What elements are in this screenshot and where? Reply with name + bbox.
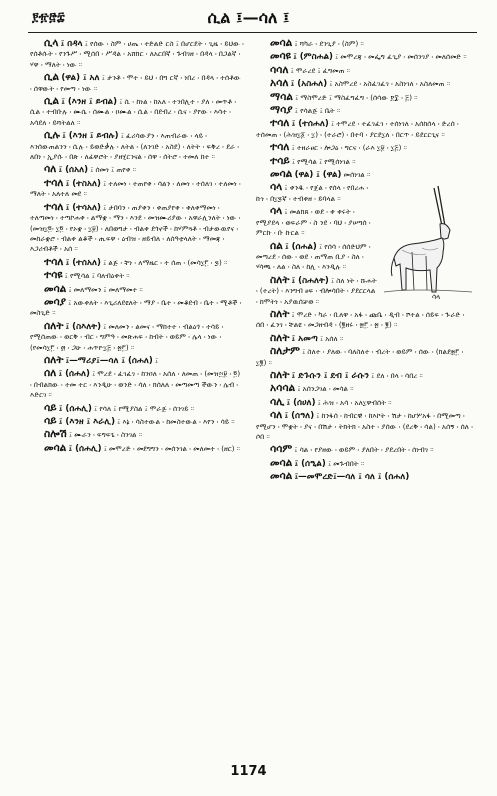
entry-definition: ፤ ልጅ ፡ ቸነ ፡ ለማዜር ፡ ተ ሰጠ ፡ (መሳ፲፫ ፡ ፯) ። <box>103 257 228 267</box>
entry-root: ፤ ድጉሱን ፤ ደብ ፤ ራሱን <box>291 370 370 381</box>
dictionary-entry <box>256 397 474 408</box>
entry-definition: ፤ ፈሪሳውያን ፡ እጠብራው ፡ ላይ ፡ እንሰውጠልንን ፡ ሲሉ ፡ ይወድቃሉ ፡ ለትል ፡ (ለንገድ ፡ አስደ) ፡ ለትት ፡ ፍቅረ ፡ ደራ ፡ ለበነ ፡ ኢያሱ ፡ በጽ ፡ ለፊዋሮት ፡ ያዘሂርንናል ፡ ሰዋ ፡ ሰትሮ ፡ ተመለ ከተ ። <box>30 131 240 162</box>
entry-headword: አሳሳል <box>270 382 296 395</box>
entry-definition: ፤ ሰመነ ፤ ጠየቀ ። <box>90 165 137 175</box>
dictionary-entry <box>30 164 244 175</box>
entry-definition: ፤ ደለ ፡ በላ ፡ ሳበረ ። <box>371 370 423 380</box>
dictionary-entry <box>256 118 474 140</box>
entry-root: ፤ (ተሳአለ) <box>65 202 101 213</box>
dictionary-entry <box>256 333 474 344</box>
entry-definition: ፤ መሞረድ ፡ መደግግን ፡ መሰንገል ፡ መለመተ ፡ (ዘር) ። <box>103 443 241 453</box>
entry-definition: ፤ አስሞረደ ፡ አስፈገፈገ ፡ አስነገለ ፡ አስለመጠ ። <box>329 79 451 89</box>
dictionary-entry <box>30 443 244 454</box>
dictionary-entry <box>256 370 474 381</box>
entry-headword: ተሳለ <box>270 117 290 130</box>
entry-headword: ሰለት <box>44 319 64 332</box>
entry-headword: ስለታም <box>270 345 300 358</box>
entry-headword: መሳል <box>270 38 293 49</box>
entry-root: ፤ (ስእለት) <box>65 321 102 332</box>
dictionary-entry <box>30 297 244 319</box>
entry-headword: ሳለ <box>270 409 283 422</box>
entry-root: ፤ (እንዘ ፤ እራሊ) <box>58 417 116 427</box>
dictionary-entry <box>30 202 244 255</box>
entry-root: ፤ (ሰሐል) <box>285 241 317 252</box>
entry-root: ፤ (አስሐለ) <box>290 79 328 90</box>
illustration-caption: ሳላ <box>432 292 441 302</box>
entry-definition: ፤ ሞረደ ፡ ፈገፈገ ፡ ከንዐለ ፡ አሰለ ፡ ለመጠ ፡ (መዝ፵፱ ፡ ፬) ፡ በብልክው ፡ ተመ ተር ፡ እንዲሁ ፡ ወንድ ፡ ሳለ ፡ ክሰለለ ፡ መጣመጣ ችውን ፡ ሌብ ፡ እድርገ ። <box>30 369 241 400</box>
entry-definition: ፤ ቀንዱ ፡ የጀል ፡ የሰላ ፡ የበረሐ ፡ ኩነ ፡ በ፲፯ኛ ፡ ተብቀዘ ፡ ይባላል ። <box>256 183 369 203</box>
entry-definition: ፤ አውቀለት ፡ እጊሪለደዩለት ፡ ማያ ፡ ቤተ ፡ መቆደብ ፡ ቤተ ፡ ሚቶች ፡ መስጊድ ። <box>30 297 242 318</box>
entry-headword: ተሳዩ <box>44 269 63 282</box>
entry-definition: ፤ ታንቶ ፡ ሞተ ፡ ይህ ፡ በግ ርኛ ፡ ነበረ ፡ በዳላ ፡ ተሰቶው ፡ ሰዋውት ፡ የመጣ ፡ ነው ። <box>30 73 241 93</box>
right-column <box>256 38 474 748</box>
entry-headword: ስለት <box>270 331 290 344</box>
dictionary-entry <box>30 416 244 427</box>
dictionary-entry <box>30 284 244 295</box>
entry-headword: ስሎሽ <box>44 428 67 441</box>
left-column <box>30 38 244 748</box>
entry-root: (ዋል) ፤ አለ <box>61 73 100 84</box>
dictionary-entry <box>30 72 244 94</box>
entry-root: ፤ (ሰአለ) <box>58 165 89 176</box>
entry-root: ፤ (ሰሐሊ) <box>68 443 102 454</box>
entry-definition: ፤ ሻካራ ፡ ደንጊያ ፡ (ስም) ። <box>294 39 364 48</box>
entry-definition: ፤ አሰለ ። <box>320 333 344 343</box>
entry-headword: ስለት <box>270 273 290 286</box>
dictionary-entry <box>30 355 244 366</box>
entry-definition: ፤ መልክጸ ፡ ወደ ፡ ቀ ቀሩት ፡ የሚያደላ ፡ ወፍራም ፡ ስ ንደ ፡ ባህ ፡ ያሠግሰ ፡ ምርኩ ፡ ቡ ኩርል ። <box>256 207 371 238</box>
page-header <box>0 6 497 32</box>
entry-definition: ፤ የሳለ ፤ የሚያስል ፤ ሞራጅ ፡ ሰንገይ ። <box>94 403 195 413</box>
entry-root: ፤ (ተሰሐለ) <box>291 119 329 130</box>
header-running-title: ሲል ፤—ሳለ ፤ <box>207 8 290 27</box>
dictionary-entry <box>256 92 474 103</box>
entry-headword: ሲል <box>44 71 60 84</box>
dictionary-entry <box>256 169 474 180</box>
entry-root: ፤ (ሰሀለ) <box>286 397 316 408</box>
entry-definition: ፤ ከንፋሰ ፡ ከብርዊ ፡ ከእኮት ፡ ሽታ ፡ ከሆሦአፋ ፡ በሚመጣ ፡ የሚሆን ፡ ሞቋት ፡ ያና ፡ በሽታ ፡ ትክትክ ፡ አስተ ፡ ያሰው ፡ (ደረቅ ፡ ሳል) ፡ አሰኝ ፡ ሰለ ፡ ሶበ ። <box>256 411 473 441</box>
dictionary-entry <box>256 309 474 331</box>
dictionary-entry <box>30 403 244 414</box>
entry-definition: ፤ መሞረጃ ፡ መፌግ ፈጊያ ፡ መሰንገያ ፡ መለሰመድ ። <box>335 52 467 62</box>
dictionary-entry <box>256 65 474 76</box>
entry-root: ፤ (ምስሐል) <box>293 52 333 63</box>
entry-headword: ተሳይ <box>270 154 290 167</box>
entry-definition: ፤ እኔ ፡ ሳስተውል ፡ ከመስተውል ፡ እየን ፡ ሳይ ። <box>117 417 235 426</box>
entry-root: ፤ አመጣ <box>291 333 318 344</box>
entry-definition: ፤ ሲ ፡ ከነል ፡ ከአለ ፡ ተንበሊተ ፡ ያለ ፡ መጥቶ ፡ ሲል ፡ ተብቡሉ ፡ ሙሴ ፡ ሰሙል ፡ ዐሙል ፡ ሲል ፡ በደብረ ፡ ሲና ፡ ያየው ፡ እሳተ ፡ አሳደለ ፡ ይሻትልለ ። <box>30 97 237 127</box>
entry-root: ፤—መሞረድ፤—ሳለ ፤ ሳለ ፤ (ሰሐለ) <box>294 472 410 483</box>
oryx-drawing-icon <box>382 182 474 294</box>
entry-root: ፤ (እንዘ ፤ ይብል) <box>61 97 118 108</box>
dictionary-entry <box>256 156 474 167</box>
entry-definition: ፤ ስለተ ፡ ያለው ፡ ባለስለተ ፡ ብረት ፡ ወይም ፡ ሰው ፡ (ክልደ፳፫ ፡ ፲፪) ። <box>256 347 464 367</box>
entry-root: (ዋል) ፤ (ዋል) <box>294 170 342 181</box>
entry-headword: ተሳለ <box>270 141 290 154</box>
entry-headword: ሳላ <box>270 181 283 194</box>
entry-root: ፤ (ተሰአለ) <box>65 257 101 268</box>
oryx-illustration <box>382 182 474 302</box>
entry-definition: ፤ ሙራን ፡ ፍግፍጌ ፡ ስንገል ። <box>69 430 143 440</box>
entry-headword: መሳያ <box>44 295 67 308</box>
entry-headword: ሳሳለ <box>270 63 289 76</box>
dictionary-entry <box>256 444 474 455</box>
dictionary-entry <box>30 96 244 128</box>
entry-headword: ማሳል <box>270 90 293 103</box>
entry-headword: ሳላ <box>270 205 283 218</box>
entry-definition: ፤ ማስሞረድ ፤ ማስፈግፈግ ፡ (ሰሳው ፻፰ ፡ ፭) ። <box>295 92 418 102</box>
entry-definition: ፤ ተለመነ ፡ ተጠየቀ ፡ ሳልን ፡ ለመነ ፡ ተሰለገ ፡ ተለመነ ፡ ማለት ፡ አለተለ መደ ። <box>30 178 241 199</box>
entry-definition: ፤ አሰንጋገል ፡ መሳል ። <box>297 384 354 394</box>
entry-definition: ፤ ተሞረደ ፡ ተፈገፈገ ፡ ተሰነገለ ፡ አሰከሰላ ፡ ድረሰ ፡ ተሰመጠ ፡ (ሕዝ፲፩ ፡ ፲) ፡ (ተራሮ) ፡ በተባ ፡ ያርደ፲ለ ፡ በርጥ ፡ ይደርርጊና ። <box>256 119 459 139</box>
entry-definition: ፤ ታበባን ፡ ጠያቀን ፡ ቀጠያየቀ ፡ ቀለቀማመነ ፡ ተለጣመነ ፡ ተጣኮሐቀ ፡ ልማቋ ፡ ማን ፡ እንደ ፡ መዝሙሪያው ፡ አዋራሊንለት ፡ ነው ፡ (መዝ፲፬፡ ፲፬ ፡ የኦቋ ፡ ፲፱) ፡ ለበወግታ ፡ ብልቀ ደጎኖች ፡ ከሃምጓቶ ፡ ብታውዉየና ፡ መከራቋሮ ፡ ብልቀ ልቆች ፡ ጢፍዋ ፡ ዕብዝ ፡ ዘይብለ ፡ ለሰዓቲላለት ፡ ማመጃ ፡ እጋሪብቶች ፡ አሰ ። <box>30 202 241 254</box>
dictionary-entry <box>256 105 474 116</box>
entry-root: ፤ (ሰሐሊ) <box>58 403 92 414</box>
dictionary-entry <box>256 410 474 442</box>
dictionary-entry <box>30 38 244 70</box>
entry-definition: ፤ ሳል ፡ የያዘው ፡ ወይም ፡ ያለበት ፡ ያደረበት ፡ ሰነብገ ። <box>294 445 434 455</box>
dictionary-entry <box>256 38 474 49</box>
entry-root: ፤ በዳላ <box>60 39 83 49</box>
dictionary-entry <box>30 321 244 353</box>
dictionary-entry <box>256 471 474 482</box>
entry-headword: ተሳለ <box>44 255 64 268</box>
entry-root: ፤ (ተስአለ) <box>65 178 101 189</box>
dictionary-entry <box>30 270 244 281</box>
entry-root: ፤ (ስሐለት) <box>291 275 329 286</box>
entry-headword: ማሳያ <box>270 104 293 117</box>
entry-headword: ሲሉ <box>44 129 60 142</box>
dictionary-entry <box>256 346 474 368</box>
entry-definition: ፤ የሚሳል ፤ የሚሰነገል ። <box>292 156 356 166</box>
entry-root: ፤ (ሰዒል) <box>294 458 326 469</box>
entry-headword: ሳይ <box>44 415 57 427</box>
entry-headword: ሳሳም <box>270 443 293 456</box>
entry-definition: ፤ የሳልጅ ፤ ቤት ። <box>294 106 341 116</box>
header-rule <box>28 32 477 33</box>
entry-definition: ፤ ስለ ነት ፡ ሹሐት ፡ (ተረት) ፡ እንግብ ፀፍ ፡ ብሎሳበት ፡ ያደርርላል ፡ ከሞትነ ፡ አያዉሰቻወ ። <box>256 275 377 306</box>
entry-headword: ሰል <box>270 239 283 252</box>
dictionary-entry <box>256 458 474 469</box>
entry-definition: ፤ መጉብበት ። <box>328 458 365 468</box>
entry-headword: ሰለት <box>44 353 64 366</box>
entry-headword: ሲላ <box>44 38 59 49</box>
entry-headword: መሳል <box>270 168 293 181</box>
dictionary-entry <box>256 383 474 394</box>
dictionary-entry <box>256 51 474 62</box>
entry-headword: ሳይ <box>44 401 57 414</box>
entry-headword: መሳዩ <box>270 50 291 63</box>
entry-headword: ሳሊ <box>270 395 285 408</box>
entry-root: ፤ (ሰሐለ) <box>58 369 90 380</box>
entry-definition: ፤ መለመን ፡ ልመና ፡ ማከተተ ፡ ብልዕጎ ፡ ተሳይ ፡ የሚሰጠው ፡ ወርቅ ፡ ብር ፡ ግምዓ ፡ መጽሐፍ ፡ ከብት ፡ ወይም ፡ ሌላ ፡ ነው ፡ (የመሳ፲፫ ፡ ፴ ፡ ጋሁ ፡ ሐጥዮ፲፭ ፡ ፳፫) ። <box>30 321 224 352</box>
entry-headword: ሲል <box>44 95 60 108</box>
entry-headword: ሰለ <box>44 367 57 380</box>
entry-definition: ፤ ሞረድ ፡ ካራ ፡ ቢለዋ ፡ አፋ ፡ ጩቤ ፡ ዲብ ፡ ሾተል ፡ ሰይፍ ፡ ጕራድ ፡ ሰበ ፡ ፈንገ ፡ ቸልዩ ፡ መጋዘብዳ ፡ (፪ዘሩ ፡ ፳፫ ፡ ፳ ፡ ፪) ። <box>256 309 465 330</box>
entry-headword: ተሳለ <box>44 176 64 189</box>
entry-headword: ስለት <box>270 307 290 320</box>
page-number: 1174 <box>230 764 267 779</box>
entry-definition: ፤ መለማመን ፤ መለማመተ ። <box>68 284 143 294</box>
dictionary-entry <box>256 142 474 153</box>
entry-definition: ፤ ተዘራፀር ፡ ሎጋዕ ፡ ግርና ፡ (ራእ ፲፱ ፡ ፲፭) ። <box>291 143 407 153</box>
entry-headword: ተሳለ <box>44 200 64 213</box>
dictionary-entry <box>30 130 244 162</box>
entry-definition: ፤ የሰው ፡ ስም ፡ ሀጤ ፡ ተድልድ ርስ ፤ በሆርደት ፡ ጊዜ ፡ ይህው ፡ የሰቶሱት ፡ የንጉሥ ፡ ሚሰበ ፡ ሥዳል ፡ አሸክር ፡ ለአርበኛ ፡ ጉብገዘ ፡ በዳላ ፡ በጋልኛ ፡ ሃዋ ፡ ማለት ፡ ነው ። <box>30 39 244 69</box>
dictionary-entry <box>30 257 244 268</box>
header-left-number: ፻፹፸፰ <box>32 10 65 24</box>
entry-headword: መሳል <box>270 470 293 483</box>
entry-headword: መሳል <box>44 282 67 295</box>
dictionary-entry <box>30 368 244 400</box>
entry-headword: ሳለ <box>44 163 57 176</box>
entry-definition: ፤ <box>155 355 159 365</box>
entry-definition: ፤ ሞራረደ ፤ ፈግመጠ ። <box>290 65 351 75</box>
entry-definition: ፤ ሕዝ ፡ አሳ ፡ አለ፲ዋብሰት ። <box>317 397 392 407</box>
entry-definition: መሰነገል ። <box>343 170 371 180</box>
dictionary-entry <box>256 78 474 89</box>
entry-root: ፤ (ሰዓለ) <box>284 411 315 422</box>
entry-definition: ፤ የሚሳል ፤ ባለብዕቀት ። <box>64 271 130 281</box>
entry-headword: ስለት <box>270 368 290 381</box>
entry-headword: አሳለ <box>270 77 289 90</box>
dictionary-entry <box>30 429 244 440</box>
entry-headword: መሳል <box>44 441 67 454</box>
entry-headword: መሳል <box>270 456 293 469</box>
entry-definition: ፤ የሰሳ ፡ ሰሰድህም ፡ መጣረደ ፡ ሰው ፡ ወደ ፡ ጠማጠ ቢያ ፡ ስለ ፡ ሃሳጫ ፡ ለል ፡ ስለ ፡ ከሊ ፡ እንዲሉ ። <box>256 241 371 272</box>
dictionary-entry <box>30 178 244 200</box>
entry-root: ፤ (እንዘ ፤ ይብሉ) <box>62 131 119 142</box>
entry-root: ፤—ማሪያ፤—ሳለ ፤ (ሰሐለ) <box>65 355 153 366</box>
